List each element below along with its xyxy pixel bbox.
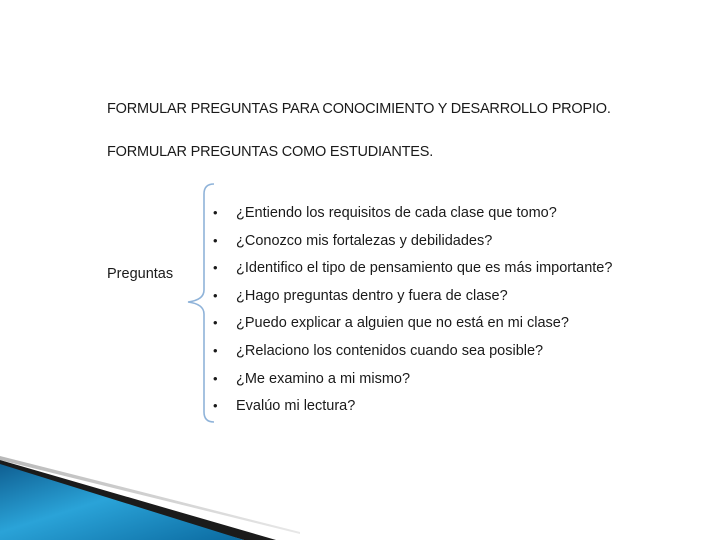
list-item [213, 254, 612, 282]
question-text: ¿Identifico el tipo de pensamiento que es más importante? [236, 260, 613, 277]
bullet-icon: • [213, 315, 218, 331]
question-text: ¿Puedo explicar a alguien que no está en mi clase? [236, 315, 569, 332]
bullet-icon: • [213, 232, 218, 248]
bullet-icon: • [213, 342, 218, 358]
list-item [213, 365, 612, 393]
list-item [213, 227, 612, 255]
question-text: ¿Hago preguntas dentro y fuera de clase? [236, 287, 508, 304]
list-item [213, 309, 612, 337]
questions-label: Preguntas [107, 266, 174, 282]
list-item [213, 282, 612, 310]
question-text: ¿Conozco mis fortalezas y debilidades? [236, 232, 493, 249]
heading-primary: FORMULAR PREGUNTAS PARA CONOCIMIENTO Y DESARROLLO PROPIO. [107, 101, 611, 117]
heading-secondary: FORMULAR PREGUNTAS COMO ESTUDIANTES. [107, 144, 434, 160]
question-text: Evalúo mi lectura? [236, 398, 356, 415]
question-text: ¿Me examino a mi mismo? [236, 370, 411, 387]
questions-list [213, 199, 612, 420]
bullet-icon: • [213, 287, 218, 303]
list-item [213, 199, 612, 227]
question-text: ¿Entiendo los requisitos de cada clase que tomo? [236, 205, 557, 221]
bullet-icon: • [213, 370, 218, 386]
bullet-icon: • [213, 260, 218, 276]
list-item [213, 392, 612, 420]
decorative-swoosh [0, 440, 720, 540]
bullet-icon: • [213, 205, 218, 220]
question-text: ¿Relaciono los contenidos cuando sea posible? [236, 342, 544, 359]
list-item [213, 337, 612, 365]
bullet-icon: • [213, 398, 218, 414]
